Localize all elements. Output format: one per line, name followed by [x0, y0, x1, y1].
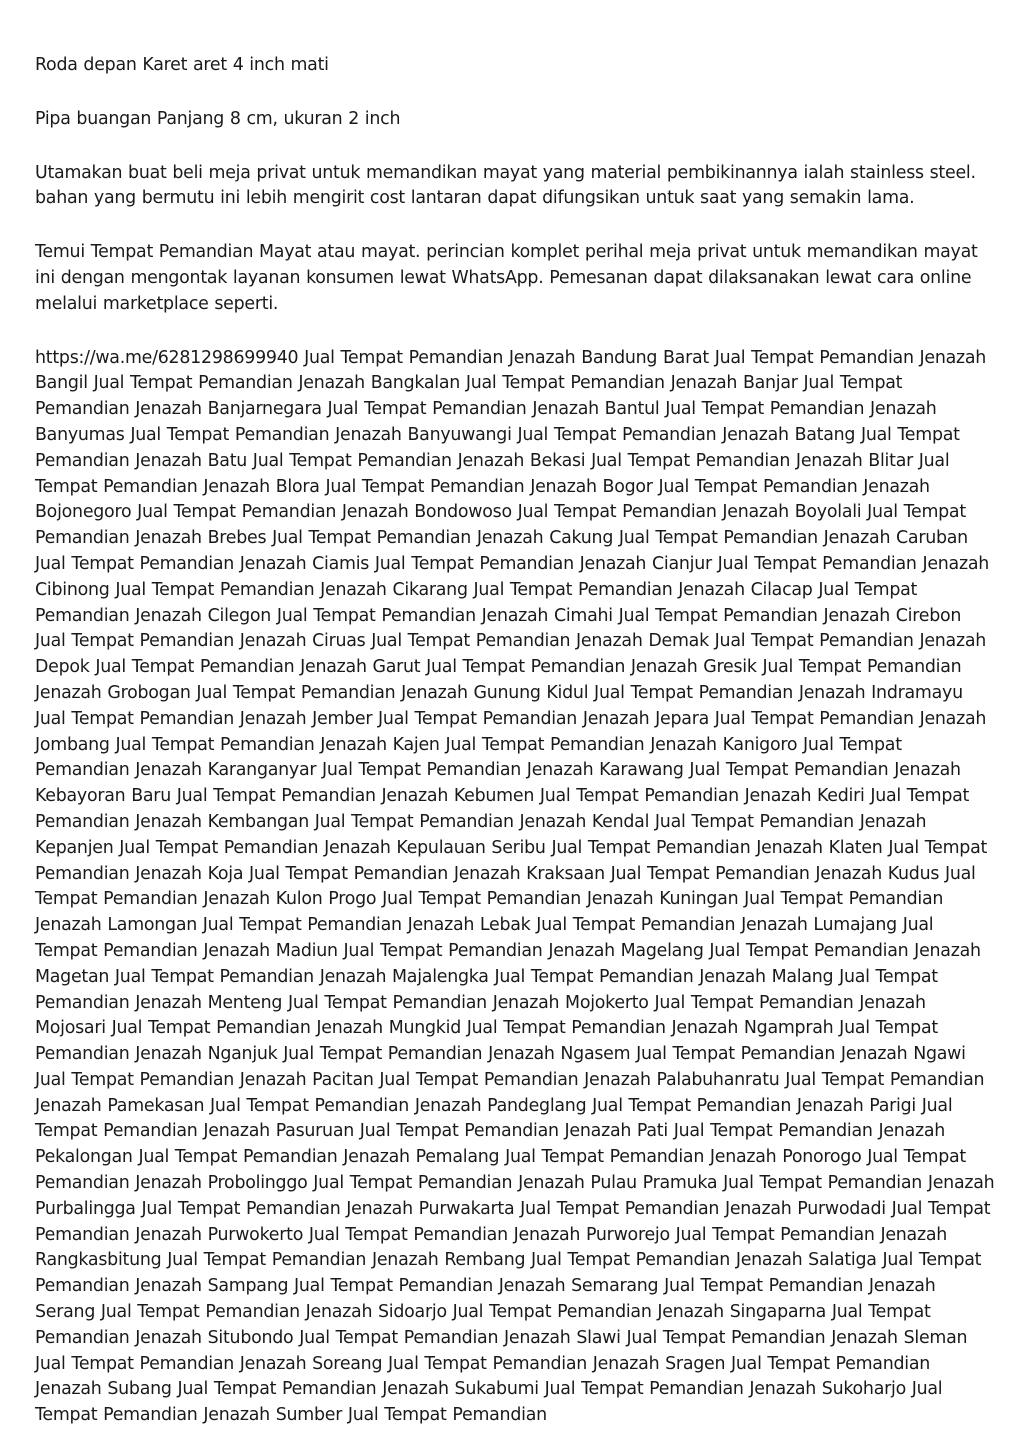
paragraph-location-list: https://wa.me/6281298699940 Jual Tempat Pemandian Jenazah Bandung Barat Jual Tempat Pemandian Jenazah Bangil Jual Tempat Pemandian Jenazah Bangkalan Jual Tempat Pemandian Jenazah Banjar Jual Tempat Pemandian Jenazah Banjarnegara Jual Tempat Pemandian Jenazah Bantul Jual Tempat Pemandian Jenazah Banyumas Jual Tempat Pemandian Jenazah Banyuwangi Jual Tempat Pemandian Jenazah Batang Jual Tempat Pemandian Jenazah Batu Jual Tempat Pemandian Jenazah Bekasi Jual Tempat Pemandian Jenazah Blitar Jual Tempat Pemandian Jenazah Blora Jual Tempat Pemandian Jenazah Bogor Jual Tempat Pemandian Jenazah Bojonegoro Jual Tempat Pemandian Jenazah Bondowoso Jual Tempat Pemandian Jenazah Boyolali Jual Tempat Pemandian Jenazah Brebes Jual Tempat Pemandian Jenazah Cakung Jual Tempat Pemandian Jenazah Caruban Jual Tempat Pemandian Jenazah Ciamis Jual Tempat Pemandian Jenazah Cianjur Jual Tempat Pemandian Jenazah Cibinong Jual Tempat Pemandian Jenazah Cikarang Jual Tempat Pemandian Jenazah Cilacap Jual Tempat Pemandian Jenazah Cilegon Jual Tempat Pemandian Jenazah Cimahi Jual Tempat Pemandian Jenazah Cirebon Jual Tempat Pemandian Jenazah Ciruas Jual Tempat Pemandian Jenazah Demak Jual Tempat Pemandian Jenazah Depok Jual Tempat Pemandian Jenazah Garut Jual Tempat Pemandian Jenazah Gresik Jual Tempat Pemandian Jenazah Grobogan Jual Tempat Pemandian Jenazah Gunung Kidul Jual Tempat Pemandian Jenazah Indramayu Jual Tempat Pemandian Jenazah Jember Jual Tempat Pemandian Jenazah Jepara Jual Tempat Pemandian Jenazah Jombang Jual Tempat Pemandian Jenazah Kajen Jual Tempat Pemandian Jenazah Kanigoro Jual Tempat Pemandian Jenazah Karanganyar Jual Tempat Pemandian Jenazah Karawang Jual Tempat Pemandian Jenazah Kebayoran Baru Jual Tempat Pemandian Jenazah Kebumen Jual Tempat Pemandian Jenazah Kediri Jual Tempat Pemandian Jenazah Kembangan Jual Tempat Pemandian Jenazah Kendal Jual Tempat Pemandian Jenazah Kepanjen Jual Tempat Pemandian Jenazah Kepulauan Seribu Jual Tempat Pemandian Jenazah Klaten Jual Tempat Pemandian Jenazah Koja Jual Tempat Pemandian Jenazah Kraksaan Jual Tempat Pemandian Jenazah Kudus Jual Tempat Pemandian Jenazah Kulon Progo Jual Tempat Pemandian Jenazah Kuningan Jual Tempat Pemandian Jenazah Lamongan Jual Tempat Pemandian Jenazah Lebak Jual Tempat Pemandian Jenazah Lumajang Jual Tempat Pemandian Jenazah Madiun Jual Tempat Pemandian Jenazah Magelang Jual Tempat Pemandian Jenazah Magetan Jual Tempat Pemandian Jenazah Majalengka Jual Tempat Pemandian Jenazah Malang Jual Tempat Pemandian Jenazah Menteng Jual Tempat Pemandian Jenazah Mojokerto Jual Tempat Pemandian Jenazah Mojosari Jual Tempat Pemandian Jenazah Mungkid Jual Tempat Pemandian Jenazah Ngamprah Jual Tempat Pemandian Jenazah Nganjuk Jual Tempat Pemandian Jenazah Ngasem Jual Tempat Pemandian Jenazah Ngawi Jual Tempat Pemandian Jenazah Pacitan Jual Tempat Pemandian Jenazah Palabuhanratu Jual Tempat Pemandian Jenazah Pamekasan Jual Tempat Pemandian Jenazah Pandeglang Jual Tempat Pemandian Jenazah Parigi Jual Tempat Pemandian Jenazah Pasuruan Jual Tempat Pemandian Jenazah Pati Jual Tempat Pemandian Jenazah Pekalongan Jual Tempat Pemandian Jenazah Pemalang Jual Tempat Pemandian Jenazah Ponorogo Jual Tempat Pemandian Jenazah Probolinggo Jual Tempat Pemandian Jenazah Pulau Pramuka Jual Tempat Pemandian Jenazah Purbalingga Jual Tempat Pemandian Jenazah Purwakarta Jual Tempat Pemandian Jenazah Purwodadi Jual Tempat Pemandian Jenazah Purwokerto Jual Tempat Pemandian Jenazah Purworejo Jual Tempat Pemandian Jenazah Rangkasbitung Jual Tempat Pemandian Jenazah Rembang Jual Tempat Pemandian Jenazah Salatiga Jual Tempat Pemandian Jenazah Sampang Jual Tempat Pemandian Jenazah Semarang Jual Tempat Pemandian Jenazah Serang Jual Tempat Pemandian Jenazah Sidoarjo Jual Tempat Pemandian Jenazah Singaparna Jual Tempat Pemandian Jenazah Situbondo Jual Tempat Pemandian Jenazah Slawi Jual Tempat Pemandian Jenazah Sleman Jual Tempat Pemandian Jenazah Soreang Jual Tempat Pemandian Jenazah Sragen Jual Tempat Pemandian Jenazah Subang Jual Tempat Pemandian Jenazah Sukabumi Jual Tempat Pemandian Jenazah Sukoharjo Jual Tempat Pemandian Jenazah Sumber Jual Tempat Pemandian [35, 347, 995, 1426]
paragraph-material-advice: Utamakan buat beli meja privat untuk memandikan mayat yang material pembikinannya ialah stainless steel. bahan yang bermutu ini lebih mengirit cost lantaran dapat difungsikan untuk saat yang semakin lama. [35, 162, 976, 209]
paragraph-contact-info: Temui Tempat Pemandian Mayat atau mayat. perincian komplet perihal meja privat untuk memandikan mayat ini dengan mengontak layanan konsumen lewat WhatsApp. Pemesanan dapat dilaksanakan lewat cara online melalui marketplace seperti. [35, 242, 978, 314]
paragraph-wheel-spec: Roda depan Karet aret 4 inch mati [35, 55, 329, 75]
paragraph-pipe-spec: Pipa buangan Panjang 8 cm, ukuran 2 inch [35, 108, 401, 129]
document-page [35, 53, 995, 1429]
